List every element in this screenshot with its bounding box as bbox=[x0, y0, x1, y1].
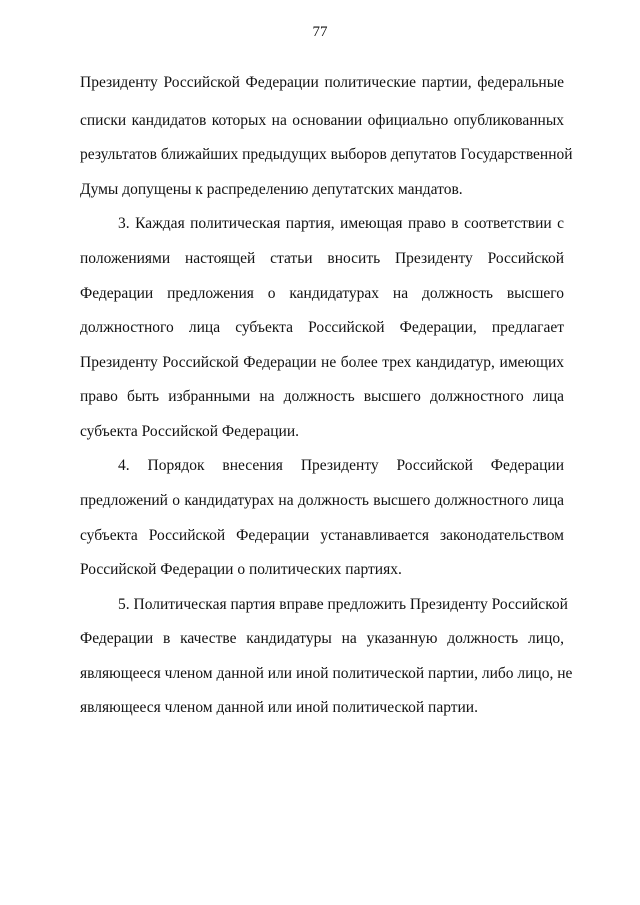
paragraph-2-line-7: субъекта Российской Федерации. bbox=[80, 423, 299, 440]
paragraph-2-line-6: право быть избранными на должность высшего должностного лица bbox=[80, 388, 564, 405]
paragraph-1-line-4: Думы допущены к распределению депутатских мандатов. bbox=[80, 181, 463, 198]
paragraph-2-line-4: должностного лица субъекта Российской Федерации, предлагает bbox=[80, 319, 564, 336]
paragraph-3-line-2: предложений о кандидатурах на должность высшего должностного лица bbox=[80, 492, 564, 509]
paragraph-2-line-5: Президенту Российской Федерации не более трех кандидатур, имеющих bbox=[80, 354, 564, 371]
paragraph-2-line-2: положениями настоящей статьи вносить Президенту Российской bbox=[80, 250, 564, 267]
paragraph-3-line-1: 4. Порядок внесения Президенту Российской Федерации bbox=[118, 457, 564, 474]
paragraph-1-line-2: списки кандидатов которых на основании официально опубликованных bbox=[80, 112, 564, 129]
paragraph-1-line-3: результатов ближайших предыдущих выборов депутатов Государственной bbox=[80, 146, 573, 163]
paragraph-3-line-4: Российской Федерации о политических партиях. bbox=[80, 561, 402, 578]
paragraph-3-line-3: субъекта Российской Федерации устанавливается законодательством bbox=[80, 527, 564, 544]
paragraph-4-line-3: являющееся членом данной или иной политической партии, либо лицо, не bbox=[80, 665, 573, 682]
paragraph-1-line-1: Президенту Российской Федерации политические партии, федеральные bbox=[80, 74, 564, 91]
paragraph-4-line-4: являющееся членом данной или иной политической партии. bbox=[80, 699, 478, 716]
paragraph-2-line-1: 3. Каждая политическая партия, имеющая право в соответствии с bbox=[118, 215, 564, 232]
page-number: 77 bbox=[312, 24, 328, 40]
paragraph-4-line-1: 5. Политическая партия вправе предложить Президенту Российской bbox=[118, 596, 568, 613]
paragraph-4-line-2: Федерации в качестве кандидатуры на указанную должность лицо, bbox=[80, 630, 564, 647]
paragraph-2-line-3: Федерации предложения о кандидатурах на должность высшего bbox=[80, 285, 564, 302]
